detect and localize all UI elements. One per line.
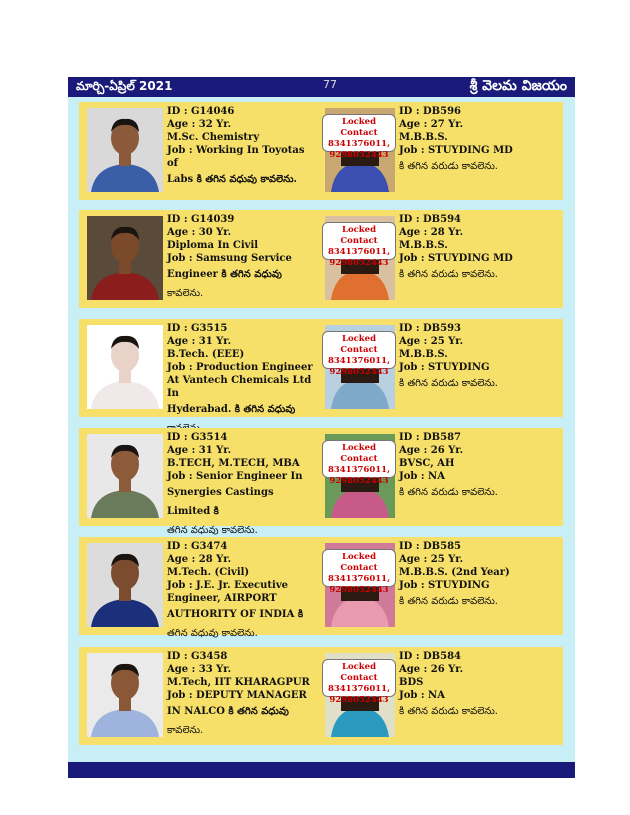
groom-photo bbox=[87, 216, 163, 300]
bride-job: Job : NA bbox=[399, 471, 445, 482]
bride-want: కి తగిన వరుడు కావలెను. bbox=[399, 706, 498, 717]
bride-id: ID : DB585 bbox=[399, 541, 462, 552]
bride-details bbox=[399, 213, 559, 284]
bride-id: ID : DB596 bbox=[399, 106, 462, 117]
bride-education: BDS bbox=[399, 677, 424, 688]
groom-age: Age : 31 Yr. bbox=[167, 336, 232, 347]
groom-job: Job : Senior Engineer In bbox=[167, 471, 303, 482]
groom-job-cont: Engineer కి తగిన వధువు bbox=[167, 269, 282, 280]
groom-id: ID : G14039 bbox=[167, 214, 235, 225]
groom-job: Job : Production Engineer At Vantech Chemicals Ltd In bbox=[167, 362, 313, 399]
groom-job-cont: Labs కి తగిన వధువు కావలెను. bbox=[167, 174, 298, 185]
profile-card bbox=[79, 428, 563, 536]
bride-want: కి తగిన వరుడు కావలెను. bbox=[399, 596, 498, 607]
locked-contact-title: Locked Contact bbox=[340, 117, 378, 138]
groom-age: Age : 33 Yr. bbox=[167, 664, 232, 675]
issue-date: మార్చి-ఏప్రిల్ 2021 bbox=[76, 79, 173, 93]
bride-details bbox=[399, 322, 559, 393]
bride-id: ID : DB593 bbox=[399, 323, 462, 334]
locked-phone-1: 8341376011, bbox=[327, 465, 391, 475]
bride-want: కి తగిన వరుడు కావలెను. bbox=[399, 487, 498, 498]
groom-details bbox=[167, 650, 317, 740]
locked-phone-2: 9298052443 bbox=[329, 367, 389, 377]
locked-contact-title: Locked Contact bbox=[340, 334, 378, 355]
locked-phone-2: 9298052443 bbox=[329, 695, 389, 705]
bride-details bbox=[399, 105, 559, 176]
groom-details bbox=[167, 322, 317, 438]
groom-id: ID : G14046 bbox=[167, 106, 235, 117]
locked-phone-2: 9298052443 bbox=[329, 258, 389, 268]
locked-phone-1: 8341376011, bbox=[327, 684, 391, 694]
groom-age: Age : 30 Yr. bbox=[167, 227, 232, 238]
profile-card bbox=[79, 319, 563, 417]
bride-age: Age : 26 Yr. bbox=[399, 664, 464, 675]
groom-id: ID : G3515 bbox=[167, 323, 228, 334]
profile-card bbox=[79, 102, 563, 200]
bride-job: Job : STUYDING bbox=[399, 580, 490, 591]
groom-id: ID : G3458 bbox=[167, 651, 228, 662]
groom-details bbox=[167, 431, 317, 540]
bride-id: ID : DB587 bbox=[399, 432, 462, 443]
locked-contact-title: Locked Contact bbox=[340, 225, 378, 246]
bride-details bbox=[399, 431, 559, 502]
groom-photo bbox=[87, 108, 163, 192]
locked-contact bbox=[322, 222, 396, 268]
groom-education: B.Tech. (EEE) bbox=[167, 349, 245, 360]
bride-age: Age : 27 Yr. bbox=[399, 119, 464, 130]
groom-want: తగిన వధువు కావలెను. bbox=[167, 628, 258, 639]
locked-phone-2: 9298052443 bbox=[329, 476, 389, 486]
locked-phone-2: 9298052443 bbox=[329, 150, 389, 160]
groom-education: Diploma In Civil bbox=[167, 240, 259, 251]
groom-photo bbox=[87, 325, 163, 409]
groom-want: తగిన వధువు కావలెను. bbox=[167, 525, 258, 536]
bride-id: ID : DB594 bbox=[399, 214, 462, 225]
groom-photo bbox=[87, 434, 163, 518]
locked-phone-1: 8341376011, bbox=[327, 247, 391, 257]
groom-age: Age : 31 Yr. bbox=[167, 445, 232, 456]
groom-job-cont: Synergies Castings Limited కి bbox=[167, 487, 274, 517]
bride-want: కి తగిన వరుడు కావలెను. bbox=[399, 378, 498, 389]
groom-job: Job : Samsung Service bbox=[167, 253, 292, 264]
bride-id: ID : DB584 bbox=[399, 651, 462, 662]
groom-job: Job : DEPUTY MANAGER bbox=[167, 690, 307, 701]
locked-contact bbox=[322, 659, 396, 705]
bride-education: BVSC, AH bbox=[399, 458, 455, 469]
locked-phone-2: 9298052443 bbox=[329, 585, 389, 595]
groom-details bbox=[167, 540, 317, 643]
groom-photo bbox=[87, 543, 163, 627]
groom-id: ID : G3514 bbox=[167, 432, 228, 443]
bride-job: Job : STUYDING MD bbox=[399, 145, 513, 156]
bride-education: M.B.B.S. bbox=[399, 349, 448, 360]
bride-job: Job : NA bbox=[399, 690, 445, 701]
bride-details bbox=[399, 540, 559, 611]
groom-job-cont: AUTHORITY OF INDIA కి bbox=[167, 609, 304, 620]
locked-contact bbox=[322, 331, 396, 377]
bride-details bbox=[399, 650, 559, 721]
page-number: 77 bbox=[323, 78, 337, 91]
groom-id: ID : G3474 bbox=[167, 541, 228, 552]
profile-card bbox=[79, 537, 563, 639]
magazine-title: శ్రీ వెలమ విజయం bbox=[469, 78, 567, 94]
groom-details bbox=[167, 105, 317, 189]
groom-education: B.TECH, M.TECH, MBA bbox=[167, 458, 300, 469]
locked-contact bbox=[322, 549, 396, 595]
bride-education: M.B.B.S. bbox=[399, 240, 448, 251]
page-footer bbox=[68, 762, 575, 778]
bride-job: Job : STUYDING bbox=[399, 362, 490, 373]
locked-contact-title: Locked Contact bbox=[340, 662, 378, 683]
bride-want: కి తగిన వరుడు కావలెను. bbox=[399, 269, 498, 280]
groom-education: M.Tech, IIT KHARAGPUR bbox=[167, 677, 310, 688]
bride-age: Age : 28 Yr. bbox=[399, 227, 464, 238]
groom-age: Age : 32 Yr. bbox=[167, 119, 232, 130]
bride-age: Age : 26 Yr. bbox=[399, 445, 464, 456]
bride-education: M.B.B.S. (2nd Year) bbox=[399, 567, 510, 578]
groom-education: M.Tech. (Civil) bbox=[167, 567, 250, 578]
bride-education: M.B.B.S. bbox=[399, 132, 448, 143]
groom-want: కావలెను. bbox=[167, 288, 204, 299]
locked-contact bbox=[322, 440, 396, 486]
locked-contact bbox=[322, 114, 396, 160]
bride-want: కి తగిన వరుడు కావలెను. bbox=[399, 161, 498, 172]
bride-age: Age : 25 Yr. bbox=[399, 336, 464, 347]
bride-age: Age : 25 Yr. bbox=[399, 554, 464, 565]
bride-job: Job : STUYDING MD bbox=[399, 253, 513, 264]
groom-age: Age : 28 Yr. bbox=[167, 554, 232, 565]
groom-details bbox=[167, 213, 317, 303]
locked-phone-1: 8341376011, bbox=[327, 139, 391, 149]
groom-job: Job : Working In Toyotas of bbox=[167, 145, 305, 169]
profile-card bbox=[79, 647, 563, 745]
locked-contact-title: Locked Contact bbox=[340, 552, 378, 573]
groom-photo bbox=[87, 653, 163, 737]
locked-phone-1: 8341376011, bbox=[327, 356, 391, 366]
locked-phone-1: 8341376011, bbox=[327, 574, 391, 584]
groom-job: Job : J.E. Jr. Executive Engineer, AIRPORT bbox=[167, 580, 289, 604]
groom-education: M.Sc. Chemistry bbox=[167, 132, 260, 143]
groom-job-cont: IN NALCO కి తగిన వధువు bbox=[167, 706, 289, 717]
profile-card bbox=[79, 210, 563, 308]
page-header bbox=[68, 77, 575, 97]
locked-contact-title: Locked Contact bbox=[340, 443, 378, 464]
groom-want: కావలెను. bbox=[167, 725, 204, 736]
groom-job-cont: Hyderabad. కి తగిన వధువు bbox=[167, 404, 296, 415]
